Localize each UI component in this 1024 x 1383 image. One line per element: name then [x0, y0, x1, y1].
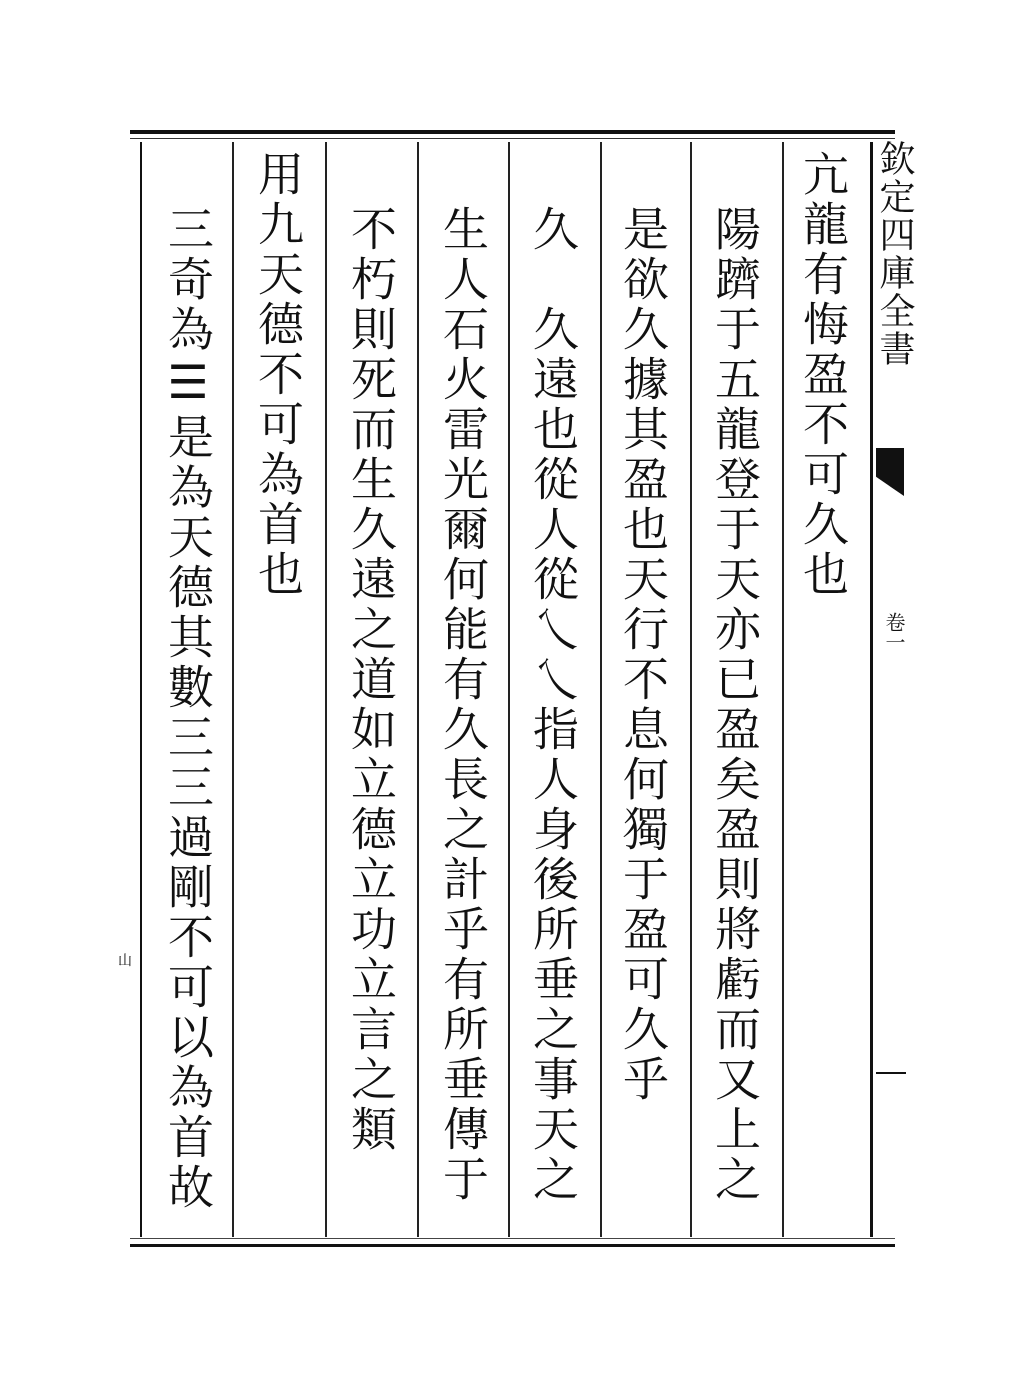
text-column-2: 陽躋于五龍登于天亦已盈矣盈則將虧而又上之 — [708, 205, 762, 1205]
left-border-line — [140, 142, 142, 1237]
margin-rule — [876, 1072, 906, 1074]
text-column-7: 用九天德不可為首也 — [251, 150, 305, 600]
fishtail-mark — [876, 448, 904, 496]
column-divider — [232, 142, 234, 1237]
top-frame-rule — [130, 130, 895, 134]
column-divider — [417, 142, 419, 1237]
page-mark: 山 — [118, 953, 132, 969]
text-column-3: 是欲久據其盈也天行不息何獨于盈可久乎 — [616, 205, 670, 1105]
column-divider — [325, 142, 327, 1237]
text-column-8: 三奇為☰是為天德其數三三過剛不可以為首故 — [161, 205, 215, 1213]
text-column-6: 不朽則死而生久遠之道如立德立功立言之類 — [344, 205, 398, 1155]
margin-volume-label: 卷一 — [882, 612, 906, 652]
right-border-line — [870, 142, 873, 1237]
text-column-1: 亢龍有悔盈不可久也 — [796, 150, 850, 600]
bottom-inner-rule — [130, 1238, 895, 1239]
column-divider — [508, 142, 510, 1237]
column-divider — [600, 142, 602, 1237]
text-column-5: 生人石火雷光爾何能有久長之計乎有所垂傳于 — [436, 205, 490, 1205]
top-inner-rule — [130, 138, 895, 139]
column-divider — [690, 142, 692, 1237]
bottom-frame-rule — [130, 1244, 895, 1247]
column-divider — [782, 142, 784, 1237]
text-column-4: 久 久遠也從人從乀乀指人身後所垂之事天之 — [526, 205, 580, 1205]
margin-book-title: 欽定四庫全書 — [874, 140, 915, 368]
